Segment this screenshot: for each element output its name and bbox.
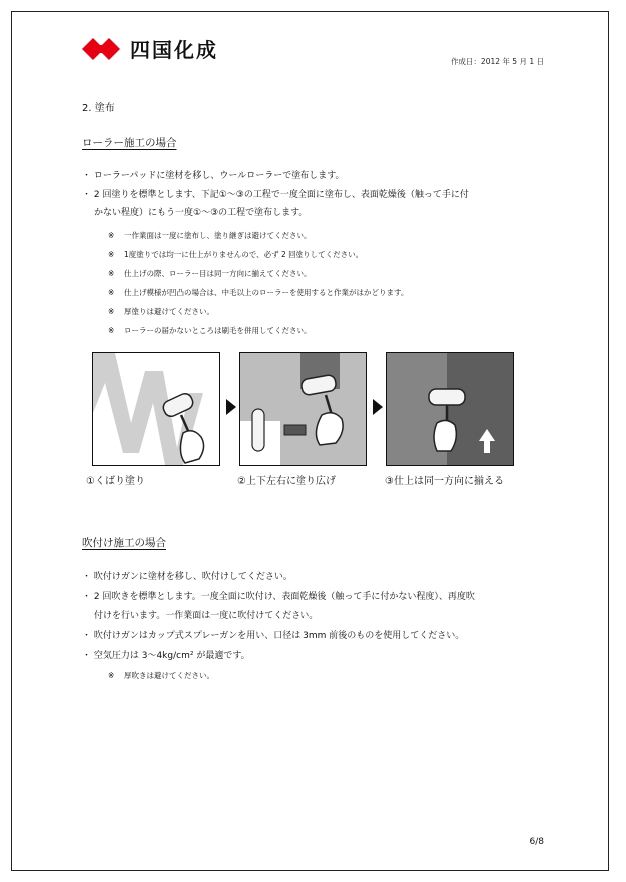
finish-roller-icon [387,353,513,465]
note-mark: ※ [108,250,115,259]
step-2-illustration [239,352,367,466]
note-text: 一作業面は一度に塗布し、塗り継ぎは避けてください。 [124,231,312,240]
spray-bullet-4: ・ 空気圧力は 3～4kg/cm² が最適です。 [82,651,250,661]
spray-bullet-2: ・ 2 回吹きを標準とします。一度全面に吹付け、表面乾燥後（触って手に付かない程度）、再度吹 [82,592,475,602]
note-mark: ※ [108,671,115,680]
bullet-continuation: 付けを行います。一作業面は一度に吹付けてください。 [94,611,319,621]
step-2-caption: ②上下左右に塗り広げ [237,476,336,487]
roller-note-1 [108,230,312,242]
roller-heading: ローラー施工の場合 [82,137,177,149]
creation-date: 作成日：2012 年 5 月 1 日 [450,57,544,66]
roller-note-3 [108,268,312,280]
note-text: ローラーの届かないところは刷毛を併用してください。 [124,326,312,335]
step-1-illustration [92,352,220,466]
company-name: 四国化成 [130,38,218,62]
note-text: 厚塗りは避けてください。 [124,307,214,316]
spray-bullet-2-cont [82,607,552,625]
arrow-right-icon [226,399,236,415]
company-logo [82,34,218,63]
step-1-caption: ①くばり塗り [86,476,145,487]
page-number: 6/8 [529,837,544,847]
step-3-illustration [386,352,514,466]
note-text: 仕上げの際、ローラー目は同一方向に揃えてください。 [124,269,312,278]
roller-bullet-1: ・ ローラーパッドに塗材を移し、ウールローラーで塗布します。 [82,171,345,181]
roller-note-2 [108,249,363,261]
note-text: 1度塗りでは均一に仕上がりませんので、必ず 2 回塗りしてください。 [124,250,364,259]
zigzag-roller-icon [93,353,219,465]
arrow-right-icon [373,399,383,415]
note-mark: ※ [108,231,115,240]
spray-note-1 [108,670,214,682]
roller-bullet-2: ・ 2 回塗りを標準とします、下記①～③の工程で一度全面に塗布し、表面乾燥後（触って手に付 [82,190,469,200]
spray-heading: 吹付け施工の場合 [82,537,166,549]
note-text: 仕上げ模様が凹凸の場合は、中毛以上のローラーを使用すると作業がはかどります。 [124,288,409,297]
note-mark: ※ [108,269,115,278]
bullet-continuation: かない程度）にもう一度①～③の工程で塗布します。 [94,208,308,218]
spray-bullet-1: ・ 吹付けガンに塗材を移し、吹付けしてください。 [82,572,292,582]
step-3-caption: ③仕上は同一方向に揃える [385,476,504,487]
note-text: 厚吹きは避けてください。 [124,671,214,680]
note-mark: ※ [108,288,115,297]
diamond-logo-icon [82,38,126,60]
roller-bullet-2-cont [82,204,552,222]
roller-note-5 [108,306,214,318]
roller-note-6 [108,325,312,337]
section-title: 2. 塗布 [82,103,115,114]
spread-roller-icon [240,353,366,465]
note-mark: ※ [108,307,115,316]
roller-note-4 [108,287,408,299]
note-mark: ※ [108,326,115,335]
spray-bullet-3: ・ 吹付けガンはカップ式スプレーガンを用い、口径は 3mm 前後のものを使用してください。 [82,631,465,641]
